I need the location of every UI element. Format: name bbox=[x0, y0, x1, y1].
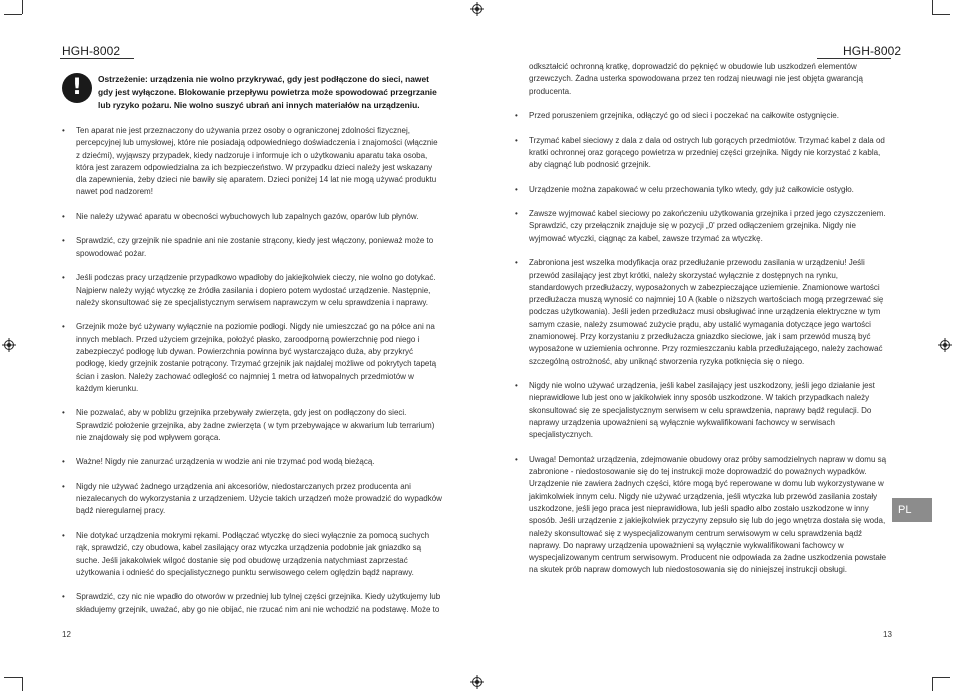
page-header-model: HGH-8002 bbox=[843, 44, 902, 58]
list-item: • Urządzenie można zapakować w celu przechowania tylko wtedy, gdy już całkowicie ostygło. bbox=[515, 184, 891, 196]
list-item: • Ten aparat nie jest przeznaczony do używania przez osoby o ograniczonej zdolności fizycznej, percepcyjnej lub umysłowej, które nie posiadają odpowiedniego doświadczenia i znajomości (włącznie z dziećmi), wyjąwszy przypadek, kiedy nadzoruje i informuje ich o użytkowaniu aparatu taka osoba, która jest zarazem odpowiedzialna za ich bezpieczeństwo. W przypadku dzieci należy jest wskazany dla zapewnienia, żeby dzieci nie bawiły się aparatem. Dzieci poniżej 14 lat nie mogą używać produktu nawet pod nadzorem! bbox=[62, 125, 442, 199]
page-header-model: HGH-8002 bbox=[62, 44, 121, 58]
list-item: • Sprawdzić, czy nic nie wpadło do otworów w przedniej lub tylnej części grzejnika. Kiedy użytkujemy lub składujemy grzejnik, uważać, aby go nie obijać, nie rzucać nim ani nie wchodzić na podstawę. Może to bbox=[62, 591, 442, 616]
header-rule bbox=[60, 58, 134, 59]
bullet-list bbox=[62, 125, 442, 628]
list-item: • Nie dotykać urządzenia mokrymi rękami. Podłączać wtyczkę do sieci wyłącznie za pomocą suchych rąk, sprawdzić, czy obudowa, kabel zasilający oraz wtyczka urządzenia podobnie jak gniazdko są suche. Jeśli jakakolwiek wilgoć dostanie się pod obudowę urządzenia natychmiast zaprzestać użytkowania i odnieść do specjalistycznego punktu serwisowego celem oględzin bądź naprawy. bbox=[62, 530, 442, 579]
list-item: • Przed poruszeniem grzejnika, odłączyć go od sieci i poczekać na całkowite ostygnięcie. bbox=[515, 110, 891, 122]
warning-text: Ostrzeżenie: urządzenia nie wolno przykrywać, gdy jest podłączone do sieci, nawet gdy jest wyłączone. Blokowanie przepływu powietrza może spowodować przegrzanie lub ryzyko pożaru. Nie wolno suszyć ubrań ani innych materiałów na urządzeniu. bbox=[98, 74, 437, 110]
list-item: • Nigdy nie wolno używać urządzenia, jeśli kabel zasilający jest uszkodzony, jeśli jego działanie jest nieprawidłowe lub jest ono w jakikolwiek inny sposób uszkodzone. W takich przypadkach należy skonsultować się ze specjalistycznym serwisem w celu sprawdzenia, naprawy bądź regulacji. Do naprawy urządzenia upoważnieni są wyłącznie wykwalifikowani fachowcy w serwisach specjalistycznych. bbox=[515, 380, 891, 441]
page-number: 13 bbox=[883, 630, 892, 639]
list-item: • Trzymać kabel sieciowy z dala z dala od ostrych lub gorących przedmiotów. Trzymać kabel z dala od kratki ochronnej oraz gorącego powietrza w przedniej części grzejnika. Nigdy nie korzystać z kabla, aby ciągnąć lub podnosić grzejnik. bbox=[515, 135, 891, 172]
list-item: • Nie pozwalać, aby w pobliżu grzejnika przebywały zwierzęta, gdy jest on podłączony do sieci. Sprawdzić położenie grzejnika, aby żadne zwierzęta ( w tym przebywające w akwarium lub terrarium) nie znajdowały się pod wpływem gorąca. bbox=[62, 407, 442, 444]
list-item: • Jeśli podczas pracy urządzenie przypadkowo wpadłoby do jakiejkolwiek cieczy, nie wolno go dotykać. Najpierw należy wyjąć wtyczkę ze źródła zasilania i dopiero potem wydostać urządzenie. Następnie, należy skonsultować się ze specjalistycznym serwisem naprawczym w celu sprawdzenia i naprawy. bbox=[62, 272, 442, 309]
list-item-continuation: odkształcić ochronną kratkę, doprowadzić do pęknięć w obudowie lub uszkodzeń elementów grzewczych. Żadna usterka spowodowana przez ten rodzaj nieuwagi nie jest objęta gwarancją producenta. bbox=[529, 62, 863, 96]
exclamation-circle-icon: ! bbox=[62, 73, 92, 103]
bullet-list bbox=[515, 61, 891, 589]
header-rule bbox=[817, 58, 891, 59]
language-tab: PL bbox=[892, 498, 932, 522]
list-item: • Uwaga! Demontaż urządzenia, zdejmowanie obudowy oraz próby samodzielnych napraw w domu są zabronione - niedostosowanie się do tej instrukcji może doprowadzić do poważnych wypadków. Urządzenie nie zawiera żadnych części, które mogą być reperowane w domu lub wykorzystywane w jakimkolwiek innym celu. Nigdy nie używać urządzenia, jeśli wtyczka lub przewód zasilania zostały uszkodzone, jeśli jego praca jest nieprawidłowa, lub jeśli spadło albo zostało uszkodzone w inny sposób. Jeśli urządzenie z jakiejkolwiek przyczyny zepsuło się lub do jego wnętrza dostała się woda, należy skonsultować się z wyspecjalizowanym centrum serwisowym w celu sprawdzenia bądź naprawy. Do naprawy urządzenia upoważnieni są wyłącznie wykwalifikowani fachowcy w wyspecjalizowanym centrum serwisowym. Producent nie odpowiada za żadne uszkodzenia powstałe na skutek prób napraw domowych lub niedostosowania się do niniejszej instrukcji obsługi. bbox=[515, 454, 891, 577]
page-number: 12 bbox=[62, 630, 71, 639]
list-item: • Nigdy nie używać żadnego urządzenia ani akcesoriów, niedostarczanych przez producenta ani niezalecanych do wykorzystania z urządzeniem. Użycie takich urządzeń może prowadzić do wypadków bądź nieregularnej pracy. bbox=[62, 481, 442, 518]
list-item: • Sprawdzić, czy grzejnik nie spadnie ani nie zostanie strącony, kiedy jest włączony, ponieważ może to spowodować pożar. bbox=[62, 235, 442, 260]
list-item: • Zabroniona jest wszelka modyfikacja oraz przedłużanie przewodu zasilania w urządzeniu! Jeśli przewód zasilający jest zbyt krótki, należy skorzystać wyłącznie z dostępnych na rynku, standardowych przedłużaczy, wyposażonych w zabezpieczające uziemienie. Znamionowe wartości przedłużacza muszą wynosić co najmniej 10 A (kable o niższych wartościach mogą przegrzewać się podczas użytkowania). Jeśli jeden przedłużacz musi obsługiwać inne urządzenia elektryczne w tym samym czasie, należy zsumować zużycie prądu, aby ustalić wymagania dotyczące jego wartości znamionowej. Przy korzystaniu z przedłużacza gniazdko sieciowe, jak i sam przewód muszą być wyposażone w uziemienia ochronne. Przy rozmieszczaniu kabla przedłużającego, należy zachować szczególną ostrożność, aby uniknąć stworzenia ryzyka potknięcia się o niego. bbox=[515, 257, 891, 368]
list-item: • Zawsze wyjmować kabel sieciowy po zakończeniu użytkowania grzejnika i przed jego czyszczeniem. Sprawdzić, czy przełącznik znajduje się w pozycji „0' przed odłączeniem grzejnika. Nigdy nie wyjmować wtyczki, ciągnąc za kabel, zawsze trzymać za wtyczkę. bbox=[515, 208, 891, 245]
right-page bbox=[477, 0, 954, 691]
list-item: • Grzejnik może być używany wyłącznie na poziomie podłogi. Nigdy nie umieszczać go na półce ani na innych meblach. Przed użyciem grzejnika, położyć płasko, zaroodporną powierzchnię pod niego i zabezpieczyć podłogę lub dywan. Powierzchnia powinna być wystarczająco duża, aby przykryć podłogę, kiedy grzejnik zostanie potrącony. Trzymać grzejnik jak najdalej możliwe od pokrytych tapetą ścian i zasłon. Należy zachować odległość co najmniej 1 metra od łatwopalnych przedmiotów w każdym kierunku. bbox=[62, 321, 442, 395]
list-item: • Ważne! Nigdy nie zanurzać urządzenia w wodzie ani nie trzymać pod wodą bieżącą. bbox=[62, 456, 442, 468]
list-item: • Nie należy używać aparatu w obecności wybuchowych lub zapalnych gazów, oparów lub płynów. bbox=[62, 211, 442, 223]
